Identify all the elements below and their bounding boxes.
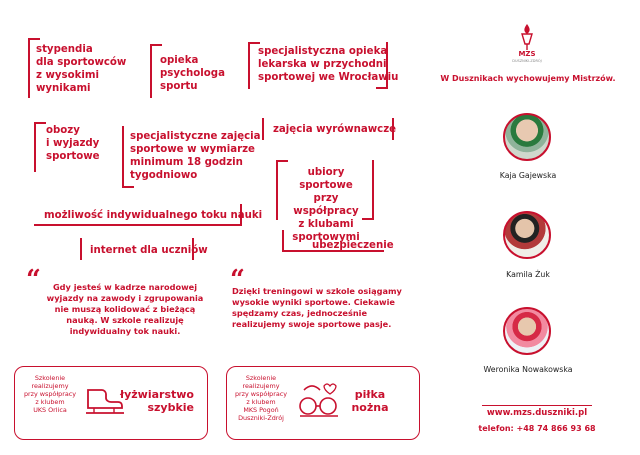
bracket bbox=[34, 122, 46, 172]
program-football-info: Szkolenie realizujemy przy współpracy z klubem MKS Pogoń Duszniki-Zdrój bbox=[234, 374, 288, 422]
phone-number: telefon: +48 74 866 93 68 bbox=[478, 424, 596, 433]
quote-right: Dzięki treningowi w szkole osiągamy wysokie wyniki sportowe. Ciekawie spędzamy czas, jednocześnie realizujemy swoje sportowe pasje. bbox=[232, 286, 402, 329]
athlete-name: Kamila Żuk bbox=[506, 270, 550, 279]
website-link[interactable]: www.mzs.duszniki.pl bbox=[486, 408, 588, 418]
athlete-photo bbox=[503, 211, 551, 259]
benefit-sportswear: ubiory sportowe przy współpracy z klubami sportowymi bbox=[292, 167, 360, 243]
athlete-name: Weronika Nowakowska bbox=[483, 365, 573, 374]
headline: W Dusznikach wychowujemy Mistrzów. bbox=[440, 74, 616, 83]
sport-football: piłka nożna bbox=[351, 388, 389, 414]
football-icon bbox=[294, 378, 346, 422]
benefit-insurance: ubezpieczenie bbox=[312, 240, 394, 251]
sport-speed-skating: łyżwiarstwo szybkie bbox=[120, 388, 194, 414]
benefit-internet: internet dla uczniów bbox=[90, 245, 208, 256]
athlete-name: Kaja Gajewska bbox=[499, 171, 557, 180]
bracket bbox=[262, 118, 270, 140]
quote-mark-icon: “ bbox=[26, 265, 41, 295]
program-skating-info: Szkolenie realizujemy przy współpracy z klubem UKS Orlica bbox=[23, 374, 77, 414]
logo-subtext: DUSZNIKI-ZDRÓJ bbox=[512, 59, 542, 63]
benefit-individual-learning: możliwość indywidualnego toku nauki bbox=[44, 210, 263, 221]
quote-left: Gdy jesteś w kadrze narodowej wyjazdy na zawody i zgrupowania nie muszą kolidować z bieżącą nauką. W szkole realizuję indywidualny tok nauki. bbox=[46, 282, 204, 336]
benefit-sport-classes: specjalistyczne zajęcia sportowe w wymiarze minimum 18 godzin tygodniowo bbox=[130, 131, 261, 181]
benefit-compensatory-classes: zajęcia wyrównawcze bbox=[273, 124, 397, 135]
athlete-photo bbox=[503, 113, 551, 161]
benefit-scholarships: stypendia dla sportowców z wysokimi wynikami bbox=[36, 44, 127, 94]
logo-text: MZS bbox=[518, 50, 536, 58]
divider bbox=[482, 405, 592, 406]
athlete-photo bbox=[503, 307, 551, 355]
quote-mark-icon: “ bbox=[230, 265, 245, 295]
benefit-camps: obozy i wyjazdy sportowe bbox=[46, 125, 100, 162]
benefit-psychologist: opieka psychologa sportu bbox=[160, 55, 225, 92]
benefit-medical-care: specjalistyczna opieka lekarska w przychodni sportowej we Wrocławiu bbox=[258, 46, 399, 83]
